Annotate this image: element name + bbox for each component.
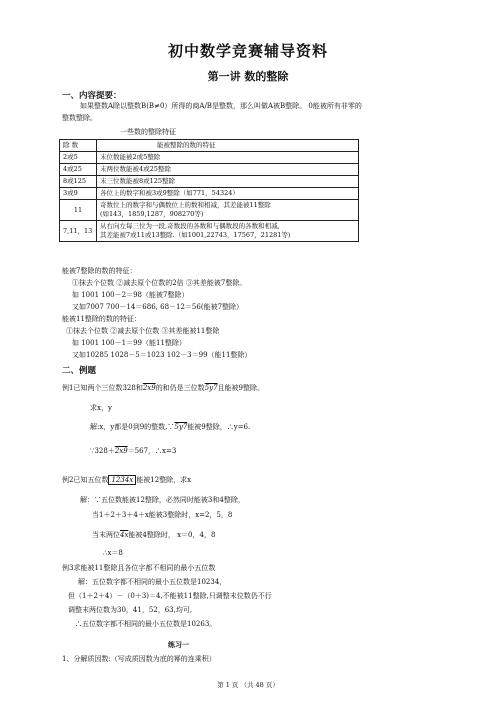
example-1-solution <box>90 422 250 432</box>
example-1-question <box>62 383 264 393</box>
table-cell-feature <box>97 200 359 221</box>
table-row <box>60 188 359 200</box>
boxed-number: 1234x <box>108 475 136 485</box>
example-3-solution-1: 解：五位数字都不相同的最小五位数是10234， <box>78 578 227 586</box>
example-2-solution-3 <box>92 530 215 540</box>
example-3-question: 例3求能被11整除且各位字都不相同的最小五位数 <box>62 564 216 572</box>
table-cell-feature-line: 从右向左每三位为一段,奇数段的各数和与偶数段的各数和相减, <box>100 222 280 230</box>
exercise-heading: 练习一 <box>168 640 189 649</box>
table-cell-feature <box>97 221 359 242</box>
example-text: 且能被9整除。 <box>217 384 265 392</box>
rule7-example-2: 又如7007 700－14＝686, 68－12＝56(能被7整除） <box>72 303 244 311</box>
table-caption: 一些数的整除特征 <box>120 128 176 136</box>
divisibility-table <box>59 139 359 242</box>
table-cell-feature: 各位上的数字和被3或9整除（如771，54324） <box>97 188 359 200</box>
example-2-solution-2: 当1＋2＋3＋4＋x能被3整除时，x=2，5，8 <box>92 511 233 519</box>
overline-number: 5y7 <box>174 423 188 431</box>
table-cell-feature-line: 其差能被7或11或13整除.（如1001,22743，17567，21281等) <box>100 231 291 239</box>
exercise-question-1: 1、分解质因数:（写成质因数为底的幂的连乘积） <box>62 655 216 663</box>
example-3-solution-3: 调整末两位数为30，41，52，63,均可, <box>68 606 193 614</box>
example-2-solution-4: ∴x＝8 <box>103 549 123 557</box>
table-cell-divisor: 2或5 <box>60 152 97 164</box>
intro-line-2: 整数整除。 <box>62 114 97 122</box>
document-title: 初中数学竞赛辅导资料 <box>167 42 328 60</box>
table-cell-divisor: 3或9 <box>60 188 97 200</box>
table-row <box>60 221 359 242</box>
example-1-calc <box>90 446 176 456</box>
example-2-question <box>62 475 191 485</box>
rule11-title: 能被11整除的数的特征： <box>62 315 141 323</box>
intro-line-1: 如果整数A除以整数B(B≠0）所得的商A/B是整数，那么叫做A被B整除。 0能被所有非零的 <box>80 102 362 110</box>
rule11-example-2: 又如10285 1028－5＝1023 102－3＝99（能11整除） <box>72 351 252 359</box>
lecture-subtitle: 第一讲 数的整除 <box>207 70 289 83</box>
example-text: 解:x，y都是0到9的整数,∵ <box>90 423 175 431</box>
section-heading-examples: 二、例题 <box>62 366 97 376</box>
page-footer: 第 1 页 （共 48 页） <box>217 681 279 689</box>
table-row <box>60 164 359 176</box>
example-text: 能被9整除，∴y=6. <box>187 423 251 431</box>
example-text: 的和仍是三位数 <box>155 384 205 392</box>
table-cell-feature-line: 奇数位上的数字和与偶数位上的数和相减，其差能被11整除 <box>100 201 271 209</box>
table-cell-feature: 末位数能被2或5整除 <box>97 152 359 164</box>
table-row <box>60 176 359 188</box>
table-cell-feature: 末三位数能被8或125整除 <box>97 176 359 188</box>
table-cell-feature-line: (如143，1859,1287，908270等) <box>100 210 204 218</box>
example-text: 例2已知五位数 <box>62 476 109 484</box>
section-heading-content: 一、内容提要： <box>62 91 122 101</box>
table-header-feature: 能被整除的数的特征 <box>97 140 359 152</box>
table-cell-feature: 末两位数能被4或25整除 <box>97 164 359 176</box>
table-header-row <box>60 140 359 152</box>
example-3-solution-4: ∴五位数字都不相同的最小五位数是10263。 <box>75 620 217 628</box>
overline-number: 2x9 <box>142 384 156 392</box>
rule7-title: 能被7整除的数的特征： <box>62 267 137 275</box>
example-text: 能被12整除，求x <box>136 476 192 484</box>
example-2-solution-1: 解：∵五位数能被12整除，必然同时能被3和4整除， <box>80 496 245 504</box>
table-row <box>60 152 359 164</box>
example-text: 例1已知两个三位数328和 <box>62 384 143 392</box>
table-row <box>60 200 359 221</box>
example-1-ask: 求x，y <box>90 404 112 412</box>
example-text: 当末两位 <box>92 531 120 539</box>
overline-number: 4x <box>120 531 129 539</box>
table-header-divisor: 除 数 <box>60 140 97 152</box>
table-cell-divisor: 8或125 <box>60 176 97 188</box>
example-text: ∵328＋ <box>90 447 115 455</box>
rule11-example-1: 如 1001 100－1＝99（能11整除） <box>72 339 186 347</box>
table-cell-divisor: 4或25 <box>60 164 97 176</box>
overline-number: 2x9 <box>114 447 128 455</box>
table-cell-divisor: 7,11，13 <box>60 221 97 242</box>
table-cell-divisor: 11 <box>60 200 97 221</box>
example-text: 能被4整除时， x＝0，4，8 <box>128 531 216 539</box>
example-3-solution-2: 但（1＋2＋4）－（0＋3)＝4,不能被11整除,只调整末位数仍不行 <box>68 592 272 600</box>
rule7-steps: ①抹去个位数 ②减去原个位数的2倍 ③其差能被7整除。 <box>72 279 247 287</box>
rule11-steps: ①抹去个位数 ②减去原个位数 ③其差能被11整除 <box>66 327 220 335</box>
rule7-example-1: 如 1001 100－2＝98（能被7整除） <box>72 291 189 299</box>
overline-number: 5y7 <box>204 384 218 392</box>
example-text: ＝567，∴x=3 <box>127 447 177 455</box>
